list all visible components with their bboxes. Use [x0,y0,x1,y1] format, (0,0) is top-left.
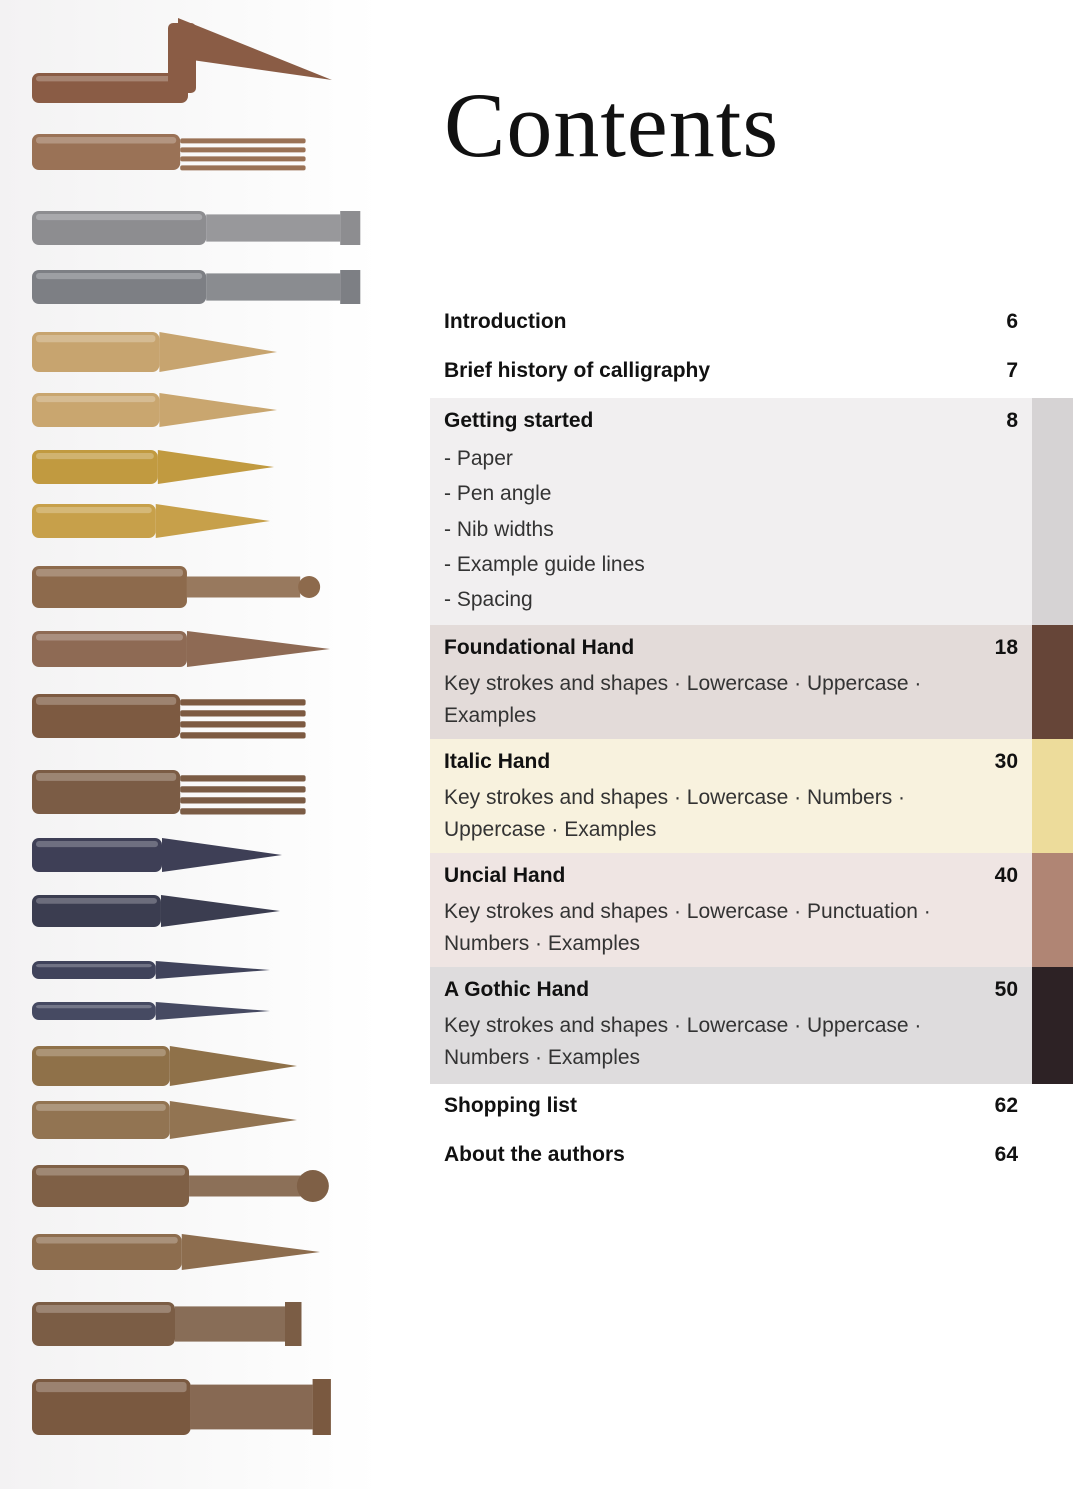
nib-tine [180,732,305,738]
toc-section-foundational-hand[interactable] [430,625,1073,739]
nib-tip [191,1385,313,1430]
nib-tip [156,504,270,538]
nib-tip [178,18,332,80]
color-swatch [1032,625,1073,739]
nib-tine [180,699,305,705]
nib-tip [170,1101,297,1139]
nib-tine [180,775,305,781]
nib-tip [297,1170,329,1202]
toc-section-description: Key strokes and shapes · Lowercase · Uppercase · Numbers · Examples [444,1014,922,1069]
color-swatch [1032,853,1073,967]
nib-highlight [36,898,157,904]
nib-body [32,961,156,979]
toc-section-italic-hand[interactable] [430,739,1073,853]
nib-highlight [36,569,183,577]
nib-tine [180,808,305,814]
nib-tine [180,156,305,161]
nib-tine [180,147,305,152]
nib-highlight [36,1305,171,1313]
toc-section-getting-started[interactable] [430,398,1073,625]
toc-entry-shopping-list[interactable] [430,1084,1073,1133]
toc-page-number: 18 [994,636,1018,659]
color-swatch [1032,967,1073,1084]
toc-entry-title: About the authors [444,1143,625,1166]
toc-entry-title: Getting started [444,409,594,432]
toc-subitem-spacing: - Spacing [444,588,533,612]
toc-page-number: 30 [994,750,1018,773]
nib-tine [180,786,305,792]
nib-highlight [36,76,184,81]
nib-highlight [36,507,152,513]
toc-page-number: 62 [994,1094,1018,1117]
toc-page-number: 7 [1006,359,1018,382]
nib-tip [162,838,282,872]
toc-section-gothic-hand[interactable] [430,967,1073,1084]
toc-page-number: 6 [1006,310,1018,333]
nib-edge [285,1302,302,1346]
toc-entry-title: Italic Hand [444,750,551,773]
toc-entry-history[interactable] [430,349,1073,398]
nib-tine [180,721,305,727]
nib-tine [180,797,305,803]
pen-nibs-photo [0,0,380,1489]
nib-tip [159,393,277,427]
nib-tine [180,165,305,170]
nib-highlight [36,1005,152,1008]
toc-entry-about-authors[interactable] [430,1133,1073,1182]
toc-page-number: 50 [994,978,1018,1001]
toc-page-number: 8 [1006,409,1018,432]
toc-entry-title: Uncial Hand [444,864,566,887]
nib-tip [182,1234,320,1270]
nib-highlight [36,1049,166,1056]
nib-edge [340,270,360,304]
toc-section-description: Key strokes and shapes · Lowercase · Numbers · Uppercase · Examples [444,786,906,841]
nib-tip [175,1306,285,1341]
nib-tine [180,710,305,716]
nib-tip [156,1002,270,1020]
toc-entry-title: A Gothic Hand [444,978,590,1001]
nib-tip [206,273,340,300]
nib-highlight [36,697,176,705]
nib-tip [161,895,280,927]
nib-tip [206,214,340,241]
nib-highlight [36,841,158,847]
nib-shaft [189,1176,304,1197]
toc-page-number: 40 [994,864,1018,887]
toc-entry-title: Brief history of calligraphy [444,359,711,382]
toc-entry-introduction[interactable] [430,300,1073,349]
nib-tip [159,332,277,372]
page-title: Contents [444,74,780,176]
toc-sublist [444,441,1018,617]
toc-page-number: 64 [994,1143,1018,1166]
color-swatch [1032,739,1073,853]
nib-highlight [36,137,176,143]
nib-tip [158,450,274,484]
nib-highlight [36,453,154,459]
nib-highlight [36,1382,187,1392]
nib-edge [340,211,360,245]
nib-tine [180,138,305,143]
nib-tip [298,576,320,598]
nib-highlight [36,1237,178,1243]
nib-edge [313,1379,331,1435]
toc-section-description: Key strokes and shapes · Lowercase · Punctuation · Numbers · Examples [444,900,931,955]
nib-highlight [36,1104,166,1111]
nib-tip [170,1046,297,1086]
nib-shaft [187,577,300,598]
nib-tip [187,631,330,667]
toc-subitem-pen-angle: - Pen angle [444,482,552,506]
toc-section-description: Key strokes and shapes · Lowercase · Uppercase · Examples [444,672,922,727]
nib-highlight [36,335,155,342]
nib-highlight [36,773,176,781]
nib-tip [156,961,270,979]
nib-body [32,1002,156,1020]
nib-highlight [36,396,155,402]
toc-entry-title: Shopping list [444,1094,577,1117]
toc-subitem-nib-widths: - Nib widths [444,517,554,541]
toc-entry-title: Introduction [444,310,567,333]
nib-highlight [36,964,152,967]
nib-highlight [36,273,202,279]
nib-highlight [36,214,202,220]
color-swatch [1032,398,1073,625]
pen-nibs-illustration [0,0,380,1489]
toc-entry-title: Foundational Hand [444,636,635,659]
toc-section-uncial-hand[interactable] [430,853,1073,967]
toc-subitem-paper: - Paper [444,447,513,470]
toc-subitem-guide-lines: - Example guide lines [444,552,645,576]
nib-highlight [36,1168,185,1176]
nib-highlight [36,634,183,640]
table-of-contents [430,300,1073,1182]
